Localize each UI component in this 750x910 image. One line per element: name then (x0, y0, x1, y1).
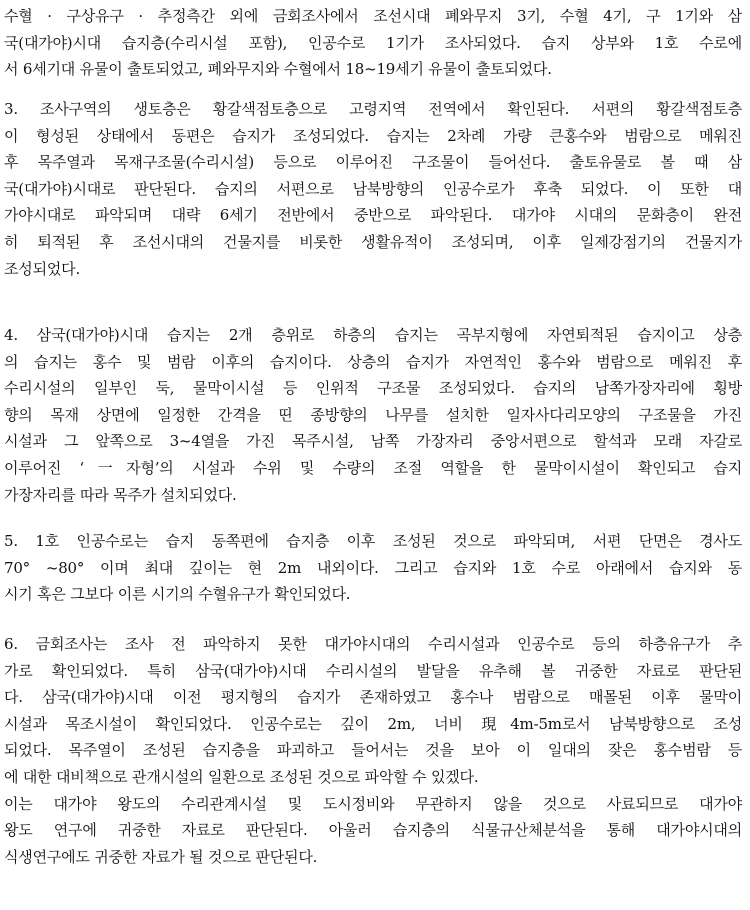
text-line: 국(대가야)시대로 판단된다. 습지의 서편으로 남북방향의 인공수로가 후축 되었다. 이 또한 대 (4, 179, 742, 198)
paragraph-3 (4, 96, 742, 282)
text-line: 4. 삼국(대가야)시대 습지는 2개 층위로 하층의 습지는 곡부지형에 자연퇴적된 습지이고 상층 (4, 326, 742, 344)
text-line: 수리시설의 일부인 둑, 물막이시설 등 인위적 구조물 조성되었다. 습지의 남쪽가장자리에 횡방 (4, 379, 742, 398)
text-line: 왕도 연구에 귀중한 자료로 판단된다. 아울러 습지층의 식물규산체분석을 통해 대가야시대의 (4, 821, 742, 840)
text-line: 시기 혹은 그보다 이른 시기의 수혈유구가 확인되었다. (4, 585, 351, 604)
text-line: 향의 목재 상면에 일정한 간격을 띤 종방향의 나무를 설치한 일자사다리모양의 구조물을 가진 (4, 405, 742, 424)
paragraph-2-continued (4, 3, 742, 83)
text-line: 서 6세기대 유물이 출토되었고, 폐와무지와 수혈에서 18~19세기 유물이 출토되었다. (4, 60, 552, 79)
text-line: 가야시대로 파악되며 대략 6세기 전반에서 중반으로 파악된다. 대가야 시대의 문화층이 완전 (4, 206, 742, 225)
text-line: 조성되었다. (4, 259, 81, 278)
text-line: 시설과 그 앞쪽으로 3~4열을 가진 목주시설, 남쪽 가장자리 중앙서편으로 할석과 모래 자갈로 (4, 432, 742, 451)
text-line: 시설과 목조시설이 확인되었다. 인공수로는 깊이 2m, 너비 現4m-5m로서 남북방향으로 조성 (4, 714, 742, 733)
paragraph-5 (4, 528, 742, 608)
text-line: 수혈 · 구상유구 · 추정측간 외에 금회조사에서 조선시대 폐와무지 3기, 수혈 4기, 구 1기와 삼 (4, 7, 742, 25)
text-line: 다. 삼국(대가야)시대 이전 평지형의 습지가 존재하였고 홍수나 범람으로 매몰된 이후 물막이 (4, 688, 742, 707)
text-line: 에 대한 대비책으로 관개시설의 일환으로 조성된 것으로 파악할 수 있겠다. (4, 767, 479, 786)
text-line: 이는 대가야 왕도의 수리관계시설 및 도시정비와 무관하지 않을 것으로 사료되므로 대가야 (4, 794, 742, 813)
text-line: 의 습지는 홍수 및 범람 이후의 습지이다. 상층의 습지가 자연적인 홍수와 범람으로 메워진 후 (4, 352, 742, 371)
text-line: 히 퇴적된 후 조선시대의 건물지를 비롯한 생활유적이 조성되며, 이후 일제강점기의 건물지가 (4, 232, 742, 251)
text-line: 이루어진 ‘一자형’의 시설과 수위 및 수량의 조절 역할을 한 물막이시설이 확인되고 습지 (4, 458, 742, 477)
text-line: 식생연구에도 귀중한 자료가 될 것으로 판단된다. (4, 847, 318, 866)
text-line: 후 목주열과 목재구조물(수리시설) 등으로 이루어진 구조물이 들어선다. 출토유물로 볼 때 삼 (4, 153, 742, 172)
text-line: 6. 금회조사는 조사 전 파악하지 못한 대가야시대의 수리시설과 인공수로 등의 하층유구가 추 (4, 635, 742, 653)
paragraph-6 (4, 631, 742, 870)
text-line: 가로 확인되었다. 특히 삼국(대가야)시대 수리시설의 발달을 유추해 볼 귀중한 자료로 판단된 (4, 661, 742, 680)
text-line: 이 형성된 상태에서 동편은 습지가 조성되었다. 습지는 2차례 가량 큰홍수와 범람으로 메워진 (4, 126, 742, 145)
text-line: 가장자리를 따라 목주가 설치되었다. (4, 485, 237, 504)
text-line: 국(대가야)시대 습지층(수리시설 포함), 인공수로 1기가 조사되었다. 습지 상부와 1호 수로에 (4, 33, 742, 52)
paragraph-4 (4, 322, 742, 508)
text-line: 되었다. 목주열이 조성된 습지층을 파괴하고 들어서는 것을 보아 이 일대의 잦은 홍수범람 등 (4, 741, 742, 760)
text-line: 3. 조사구역의 생토층은 황갈색점토층으로 고령지역 전역에서 확인된다. 서편의 황갈색점토층 (4, 100, 742, 118)
text-line: 70° ~80° 이며 최대 깊이는 현 2m 내외이다. 그리고 습지와 1호 수로 아래에서 습지와 동 (4, 558, 742, 577)
text-line: 5. 1호 인공수로는 습지 동쪽편에 습지층 이후 조성된 것으로 파악되며, 서편 단면은 경사도 (4, 532, 742, 550)
